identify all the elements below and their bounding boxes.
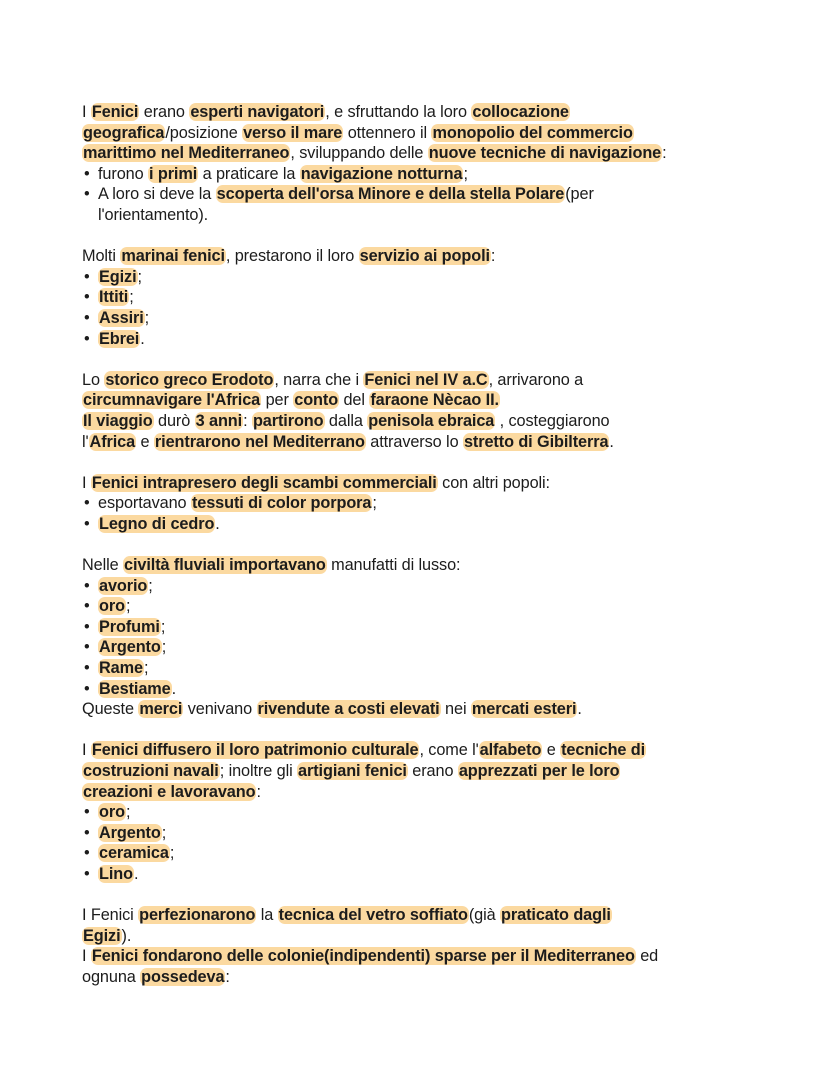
bullet-item: [82, 164, 752, 185]
text: ;: [161, 638, 167, 657]
text-line: [82, 246, 752, 267]
text-line: [82, 555, 752, 576]
text: Nelle: [82, 556, 124, 575]
text: , e sfruttando la loro: [325, 103, 472, 121]
text-line: [82, 390, 752, 411]
highlighted-text: rientrarono nel Mediterrano: [154, 432, 365, 451]
text-line: [82, 370, 752, 391]
text: ;: [143, 659, 149, 678]
highlighted-text: nuove tecniche di navigazione: [428, 144, 662, 163]
text: e: [542, 741, 561, 760]
highlighted-text: i primi: [149, 164, 198, 183]
bullet-item: [82, 514, 752, 535]
highlighted-text: partirono: [252, 411, 324, 430]
highlighted-text: stretto di Gibilterra: [463, 432, 609, 451]
highlighted-text: Fenici diffusero il loro patrimonio culturale: [91, 741, 419, 760]
highlighted-text: ceramica: [99, 844, 169, 863]
text: I: [82, 947, 91, 966]
bullet-item: [82, 843, 752, 864]
highlighted-text: servizio ai popoli: [359, 247, 490, 266]
text: :: [662, 144, 667, 163]
text: dalla: [324, 411, 368, 430]
text: .: [140, 329, 145, 348]
text-line: [82, 102, 752, 123]
bullet-icon: •: [84, 617, 90, 636]
text: erano: [407, 762, 458, 780]
bullet-icon: •: [84, 185, 90, 204]
text-line: [82, 905, 752, 926]
bullet-icon: •: [84, 803, 90, 822]
text: ottennero il: [343, 123, 432, 142]
text: nei: [440, 700, 471, 719]
text-line: [82, 740, 752, 761]
highlighted-text: Argento: [99, 823, 161, 842]
bullet-item: [82, 864, 752, 885]
highlighted-text: Africa: [89, 432, 136, 451]
highlighted-text: alfabeto: [479, 741, 542, 760]
highlighted-text: Profumi: [99, 617, 160, 636]
bullet-item: [82, 308, 752, 329]
highlighted-text: Fenici fondarono delle colonie(indipendenti) sparse per il Mediterraneo: [91, 947, 635, 966]
text: con altri popoli:: [437, 473, 550, 492]
text-line: [82, 782, 752, 803]
text: erano: [139, 103, 190, 121]
text: attraverso lo: [365, 432, 463, 451]
bullet-item: [82, 679, 752, 700]
bullet-icon: •: [84, 267, 90, 286]
bullet-item: [82, 617, 752, 638]
highlighted-text: Argento: [99, 638, 161, 657]
highlighted-text: Egizi: [99, 267, 137, 286]
bullet-icon: •: [84, 576, 90, 595]
text: .: [215, 514, 220, 533]
text: e: [136, 432, 154, 451]
highlighted-text: Ittiti: [99, 288, 129, 307]
text: venivano: [183, 700, 257, 719]
text-line: [82, 143, 752, 164]
text: ;: [137, 267, 142, 286]
highlighted-text: monopolio del commercio: [432, 123, 633, 142]
text-line: [82, 699, 752, 720]
highlighted-text: praticato dagli: [501, 906, 611, 925]
highlighted-text: conto: [294, 391, 339, 410]
highlighted-text: marinai fenici: [121, 247, 225, 266]
highlighted-text: verso il mare: [243, 123, 343, 142]
highlighted-text: penisola ebraica: [368, 411, 495, 430]
highlighted-text: merci: [139, 700, 183, 719]
text-line: [82, 761, 752, 782]
text: ed: [635, 947, 659, 966]
text-line: [82, 432, 752, 453]
highlighted-text: Il viaggio: [83, 411, 153, 430]
text: ;: [169, 844, 175, 863]
highlighted-text: Rame: [99, 659, 143, 678]
highlighted-text: creazioni e lavoravano: [83, 782, 256, 801]
highlighted-text: apprezzati per le loro: [458, 762, 620, 780]
text: :: [243, 411, 252, 430]
bullet-icon: •: [84, 164, 90, 183]
highlighted-text: navigazione notturna: [300, 164, 463, 183]
highlighted-text: avorio: [99, 576, 148, 595]
text: .: [609, 432, 614, 451]
text: .: [133, 864, 139, 883]
text: l': [82, 432, 89, 451]
highlighted-text: storico greco Erodoto: [105, 370, 274, 389]
bullet-icon: •: [84, 823, 90, 842]
text: I: [82, 473, 91, 492]
highlighted-text: tessuti di color porpora: [191, 494, 372, 513]
bullet-item: [82, 287, 752, 308]
text: , sviluppando delle: [290, 144, 428, 163]
bullet-icon: •: [84, 288, 90, 307]
text: per: [261, 391, 294, 410]
text: Lo: [82, 370, 105, 389]
text: I: [82, 741, 91, 760]
highlighted-text: esperti navigatori: [190, 103, 325, 121]
text: , come l': [419, 741, 479, 760]
highlighted-text: Fenici intrapresero degli scambi commerciali: [91, 473, 437, 492]
bullet-item: [82, 329, 752, 350]
text: durò: [153, 411, 195, 430]
highlighted-text: perfezionarono: [139, 906, 256, 925]
highlighted-text: oro: [99, 597, 125, 616]
text: Molti: [82, 247, 121, 266]
highlighted-text: Ebrei: [99, 329, 140, 348]
text: ;: [125, 803, 131, 822]
text-line: [82, 946, 752, 967]
text-line: [82, 411, 752, 432]
bullet-item: [82, 576, 752, 597]
highlighted-text: possedeva: [141, 967, 225, 986]
bullet-icon: •: [84, 638, 90, 657]
highlighted-text: rivendute a costi elevati: [257, 700, 440, 719]
bullet-icon: •: [84, 844, 90, 863]
text-line: [82, 967, 752, 988]
text: /posizione: [165, 123, 243, 142]
bullet-icon: •: [84, 494, 90, 513]
text: , arrivarono a: [488, 370, 584, 389]
text: ;: [148, 576, 153, 595]
text: Queste: [82, 700, 139, 719]
text-line: [82, 926, 752, 947]
bullet-icon: •: [84, 597, 90, 616]
text-line: [82, 205, 752, 226]
notes-document: [82, 102, 752, 988]
highlighted-text: Legno di cedro: [99, 514, 215, 533]
bullet-icon: •: [84, 659, 90, 678]
bullet-item: [82, 637, 752, 658]
highlighted-text: Fenici nel IV a.C: [364, 370, 488, 389]
text: ;: [372, 494, 377, 513]
highlighted-text: Bestiame: [99, 679, 171, 698]
text: A loro si deve la: [98, 185, 216, 204]
bullet-icon: •: [84, 329, 90, 348]
highlighted-text: circumnavigare l'Africa: [83, 391, 261, 410]
highlighted-text: faraone Nècao II.: [370, 391, 499, 410]
text: .: [171, 679, 177, 698]
text: l'orientamento).: [98, 205, 209, 224]
highlighted-text: collocazione: [472, 103, 569, 121]
text: ognuna: [82, 967, 141, 986]
highlighted-text: Lino: [99, 864, 133, 883]
highlighted-text: scoperta dell'orsa Minore e della stella Polare: [216, 185, 565, 204]
text: la: [256, 906, 278, 925]
highlighted-text: mercati esteri: [471, 700, 577, 719]
text: :: [256, 782, 261, 801]
bullet-item: [82, 267, 752, 288]
text: (già: [468, 906, 501, 925]
highlighted-text: Fenici: [91, 103, 139, 121]
text-line: [82, 123, 752, 144]
text: furono: [98, 164, 148, 183]
text: (per: [565, 185, 594, 204]
text: del: [339, 391, 370, 410]
bullet-item: [82, 823, 752, 844]
text: , prestarono il loro: [225, 247, 359, 266]
bullet-icon: •: [84, 679, 90, 698]
text: ;: [125, 597, 131, 616]
bullet-item: [82, 184, 752, 205]
text: esportavano: [98, 494, 191, 513]
highlighted-text: costruzioni navali: [83, 762, 219, 780]
highlighted-text: 3 anni: [195, 411, 243, 430]
text: ;: [129, 288, 134, 307]
text: manufatti di lusso:: [326, 556, 461, 575]
highlighted-text: geografica: [83, 123, 165, 142]
bullet-item: [82, 802, 752, 823]
text: :: [225, 967, 230, 986]
highlighted-text: marittimo nel Mediterraneo: [83, 144, 290, 163]
highlighted-text: oro: [99, 803, 125, 822]
highlighted-text: civiltà fluviali importavano: [124, 556, 326, 575]
text: ;: [144, 308, 150, 327]
highlighted-text: tecniche di: [561, 741, 646, 760]
text: ; inoltre gli: [219, 762, 298, 780]
text: .: [577, 700, 582, 719]
bullet-icon: •: [84, 864, 90, 883]
highlighted-text: tecnica del vetro soffiato: [278, 906, 468, 925]
text: a praticare la: [198, 164, 300, 183]
text: ;: [161, 823, 167, 842]
text: , narra che i: [274, 370, 364, 389]
bullet-icon: •: [84, 308, 90, 327]
bullet-icon: •: [84, 514, 90, 533]
highlighted-text: Egizi: [83, 926, 121, 945]
bullet-item: [82, 658, 752, 679]
text: ;: [160, 617, 166, 636]
text: ;: [463, 164, 468, 183]
bullet-item: [82, 596, 752, 617]
text: , costeggiarono: [495, 411, 610, 430]
text: ).: [121, 926, 132, 945]
text: I: [82, 103, 91, 121]
text: :: [490, 247, 496, 266]
text: I Fenici: [82, 906, 139, 925]
highlighted-text: Assiri: [99, 308, 144, 327]
highlighted-text: artigiani fenici: [298, 762, 407, 780]
bullet-item: [82, 493, 752, 514]
text-line: [82, 473, 752, 494]
